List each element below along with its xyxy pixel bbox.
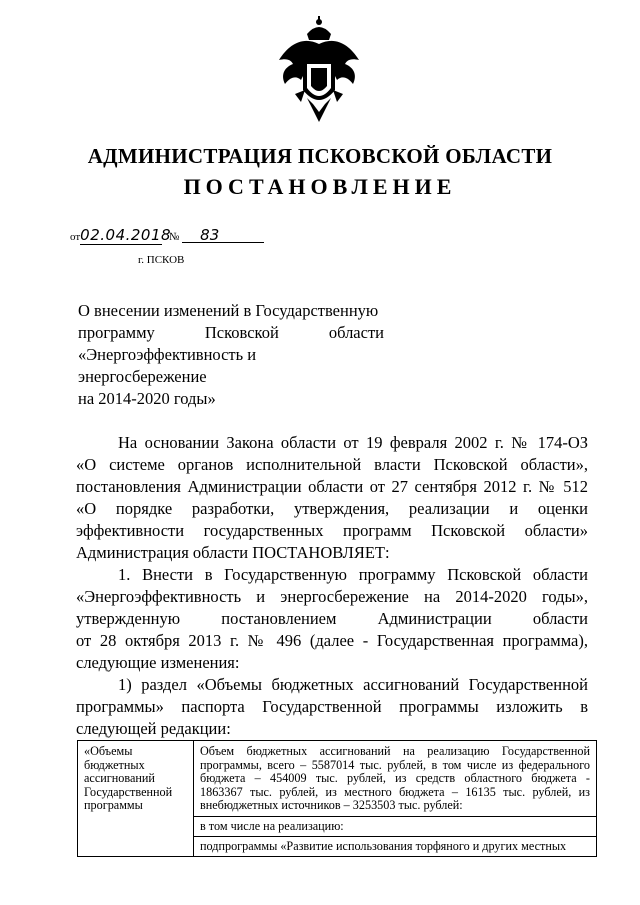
subject-line: О внесении изменений в Государственную	[78, 301, 379, 320]
label-line: Государственной	[84, 784, 173, 799]
from-label: от	[70, 231, 81, 243]
body-line: 1) раздел «Объемы бюджетных ассигнований Государственной	[118, 675, 588, 694]
body-line: от 28 октября 2013 г. № 496 (далее - Государственная программа),	[76, 631, 588, 650]
table-label-cell	[78, 741, 194, 857]
subject-line: «Энергоэффективность и энергосбережение	[78, 345, 257, 386]
body-line: «О порядке разработки, утверждения, реализации и оценки	[76, 499, 588, 518]
content-line: в том числе на реализацию:	[194, 816, 596, 834]
body-line: программы» паспорта Государственной программы изложить в	[76, 697, 588, 716]
table-row	[78, 741, 597, 857]
body-line: утвержденную постановлением Администрации области	[76, 609, 588, 628]
body-line: Администрация области ПОСТАНОВЛЯЕТ:	[76, 543, 390, 562]
subject-block	[78, 300, 384, 410]
body-line: постановления Администрации области от 27 сентября 2012 г. № 512	[76, 477, 588, 496]
label-line: бюджетных	[84, 757, 145, 772]
document-body	[76, 432, 588, 740]
budget-table	[77, 740, 597, 857]
body-line: На основании Закона области от 19 февраля 2002 г. № 174-ОЗ	[118, 433, 588, 452]
city-label: г. ПСКОВ	[138, 254, 185, 266]
handwritten-number: 83	[182, 228, 264, 243]
content-line: бюджета – 454009 тыс. рублей, из средств областного бюджета -	[200, 771, 590, 785]
handwritten-date: 02.04.2018	[80, 226, 172, 244]
label-line: программы	[84, 798, 143, 812]
subject-line: программу Псковской области	[78, 323, 384, 342]
organization-title: АДМИНИСТРАЦИЯ ПСКОВСКОЙ ОБЛАСТИ	[87, 144, 553, 168]
body-line: эффективности государственных программ Псковской области»	[76, 521, 588, 540]
document-type-title: ПОСТАНОВЛЕНИЕ	[183, 174, 457, 199]
date-number-line	[70, 228, 264, 245]
content-line: программы, всего – 5587014 тыс. рублей, в том числе из федерального	[200, 757, 590, 772]
label-line: «Объемы	[84, 744, 133, 758]
content-line: Объем бюджетных ассигнований на реализацию Государственной	[200, 744, 590, 758]
body-line: «О системе органов исполнительной власти Псковской области»,	[76, 455, 588, 474]
pskov-coat-of-arms-icon	[273, 14, 365, 126]
label-line: ассигнований	[84, 771, 155, 785]
subject-line: на 2014-2020 годы»	[78, 389, 216, 408]
content-line: внебюджетных источников – 3253503 тыс. рублей:	[200, 798, 463, 812]
body-line: следующей редакции:	[76, 719, 231, 738]
body-line: следующие изменения:	[76, 653, 240, 672]
body-line: 1. Внести в Государственную программу Псковской области	[118, 565, 588, 584]
table-content-cell	[194, 741, 597, 857]
number-label: №	[168, 231, 180, 243]
body-line: «Энергоэффективность и энергосбережение на 2014-2020 годы»,	[76, 587, 588, 606]
content-line: подпрограммы «Развитие использования торфяного и других местных	[194, 836, 596, 854]
content-line: 1863367 тыс. рублей, из местного бюджета – 16135 тыс. рублей, из	[200, 784, 590, 799]
